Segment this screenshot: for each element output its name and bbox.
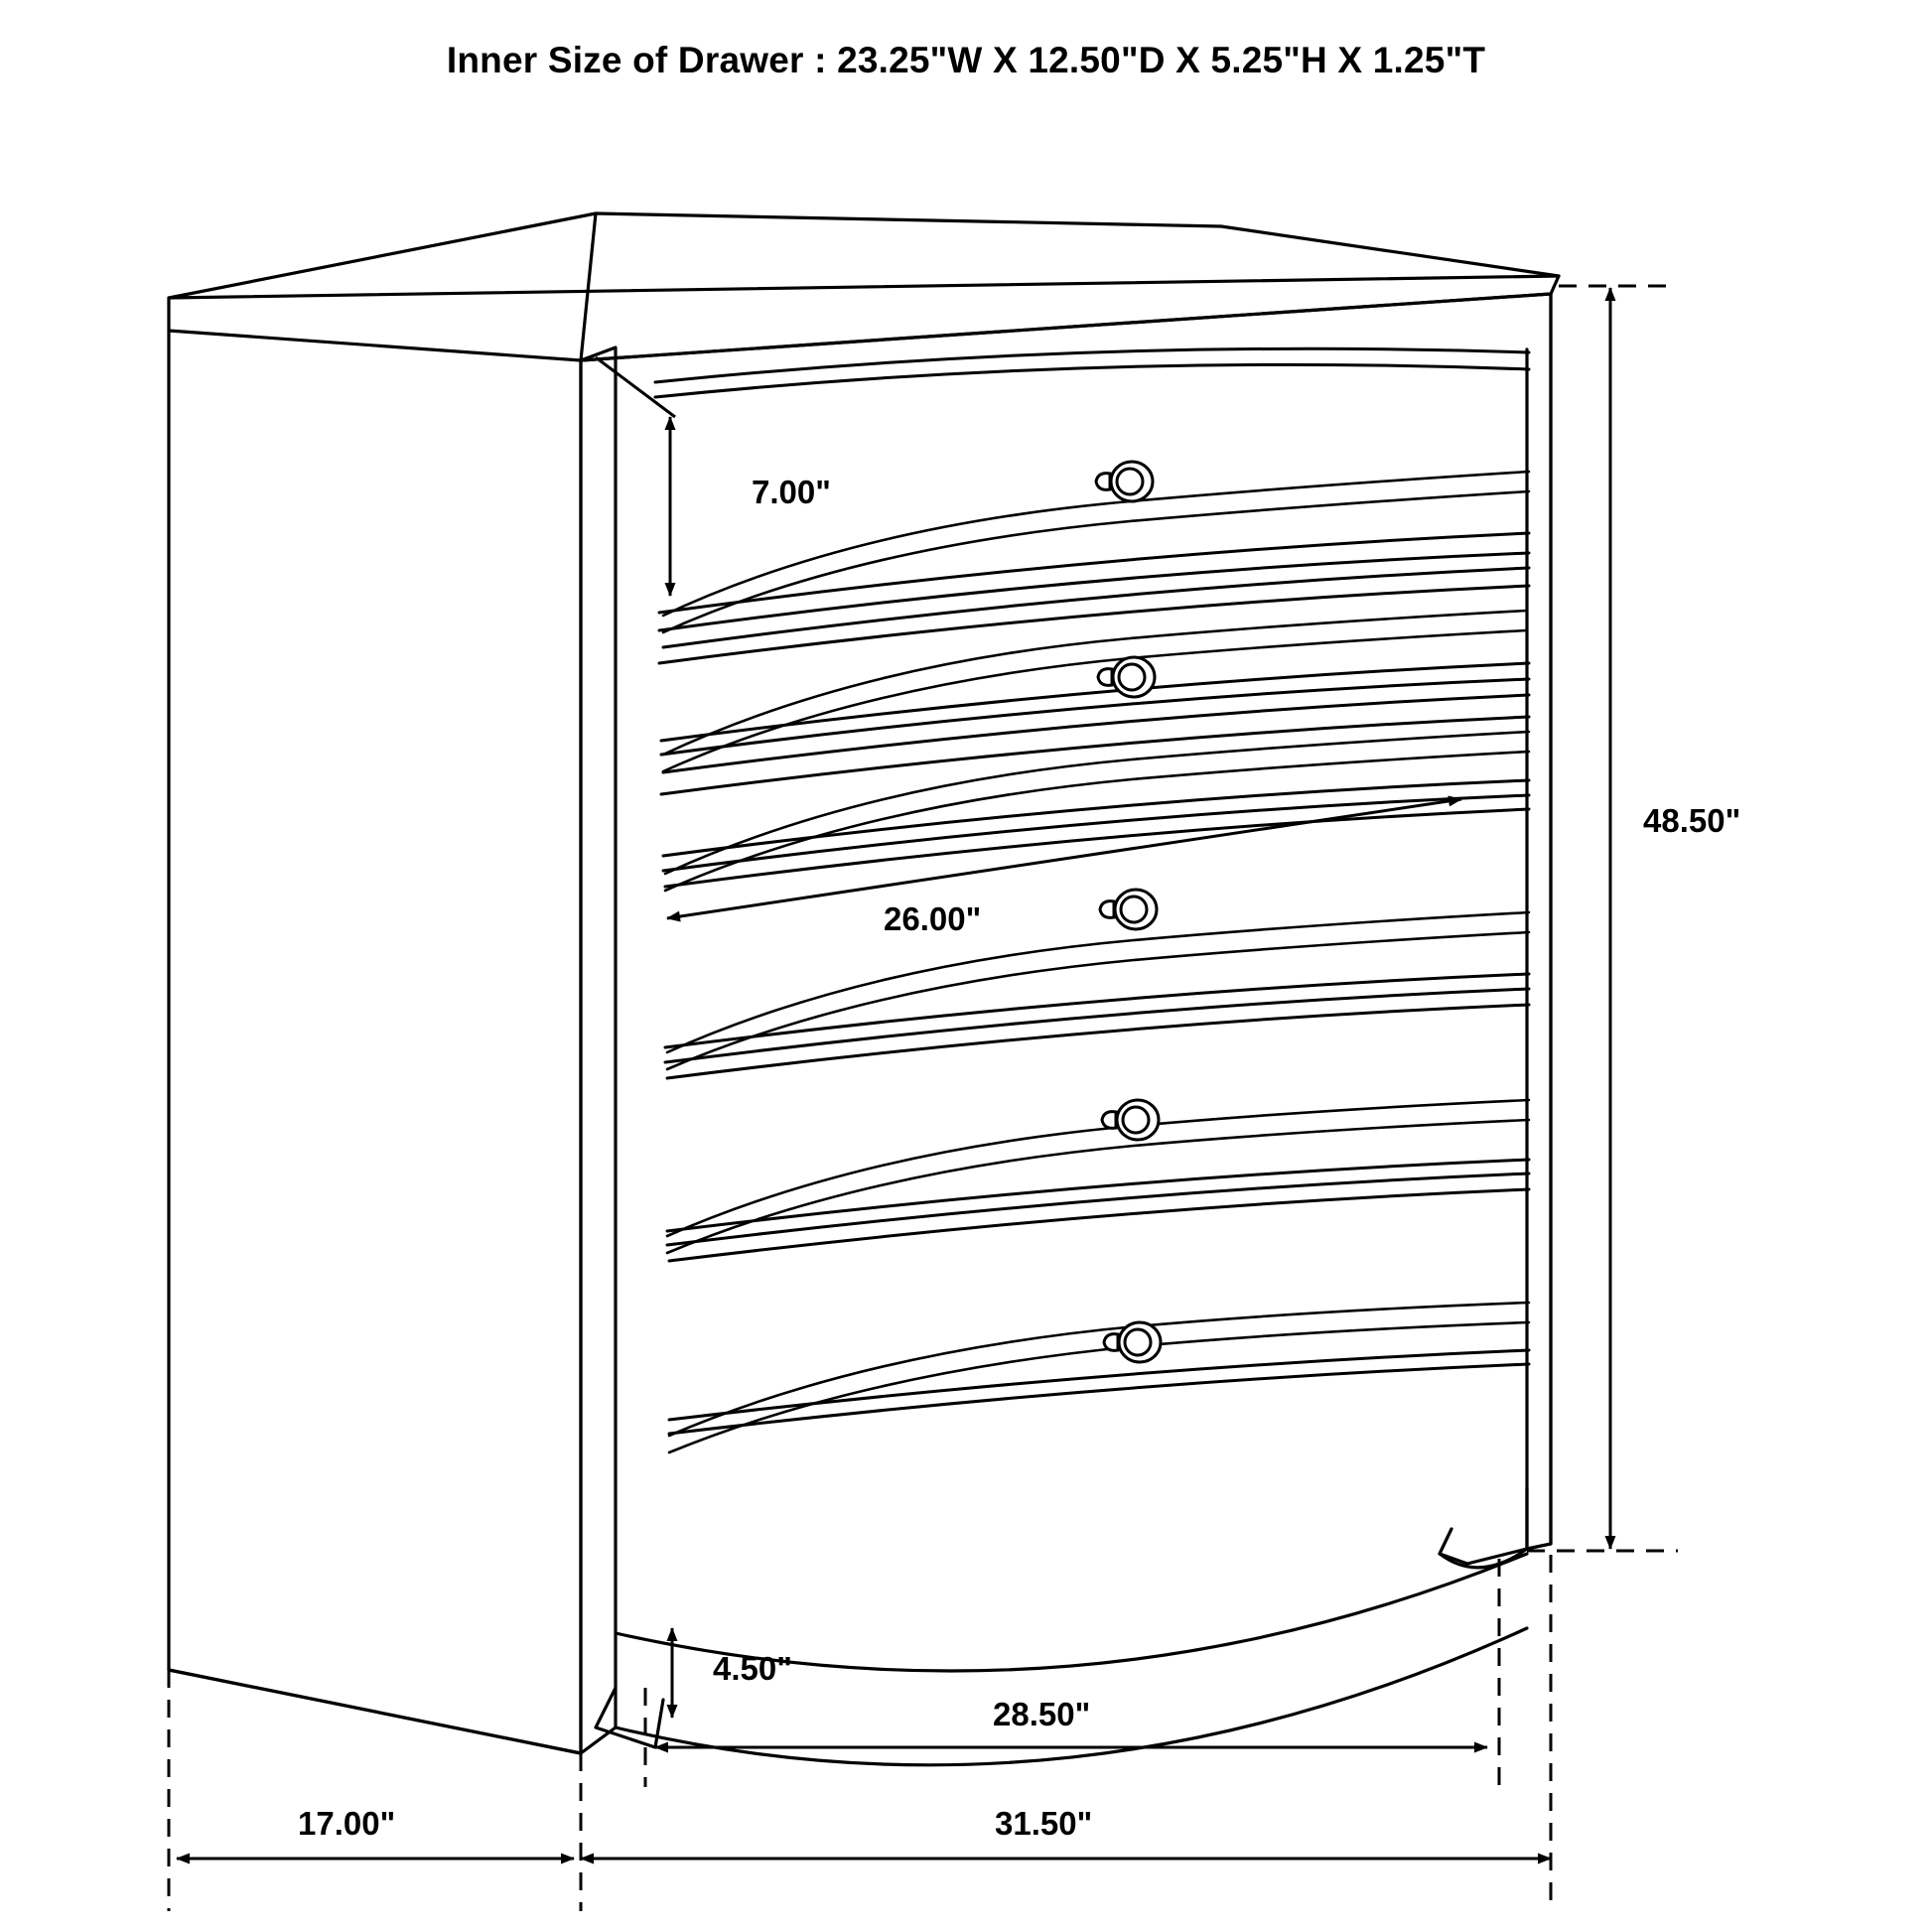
dimension-total-height: 48.50" [1643,802,1741,839]
dimension-depth: 17.00" [298,1805,396,1842]
cabinet-outline [169,213,1559,1765]
dimension-front-width-inner: 28.50" [993,1696,1091,1732]
dimension-leg-height: 4.50" [713,1650,792,1687]
drawer-fronts [655,348,1529,1434]
dimension-front-width-total: 31.50" [995,1805,1093,1842]
page-title: Inner Size of Drawer : 23.25"W X 12.50"D X 5.25"H X 1.25"T [446,40,1486,80]
dimension-drawer-height: 7.00" [752,474,831,510]
drawer-profile-lines [663,472,1529,1452]
dimension-lines [169,286,1678,1911]
dimension-drawer-width: 26.00" [884,900,982,937]
